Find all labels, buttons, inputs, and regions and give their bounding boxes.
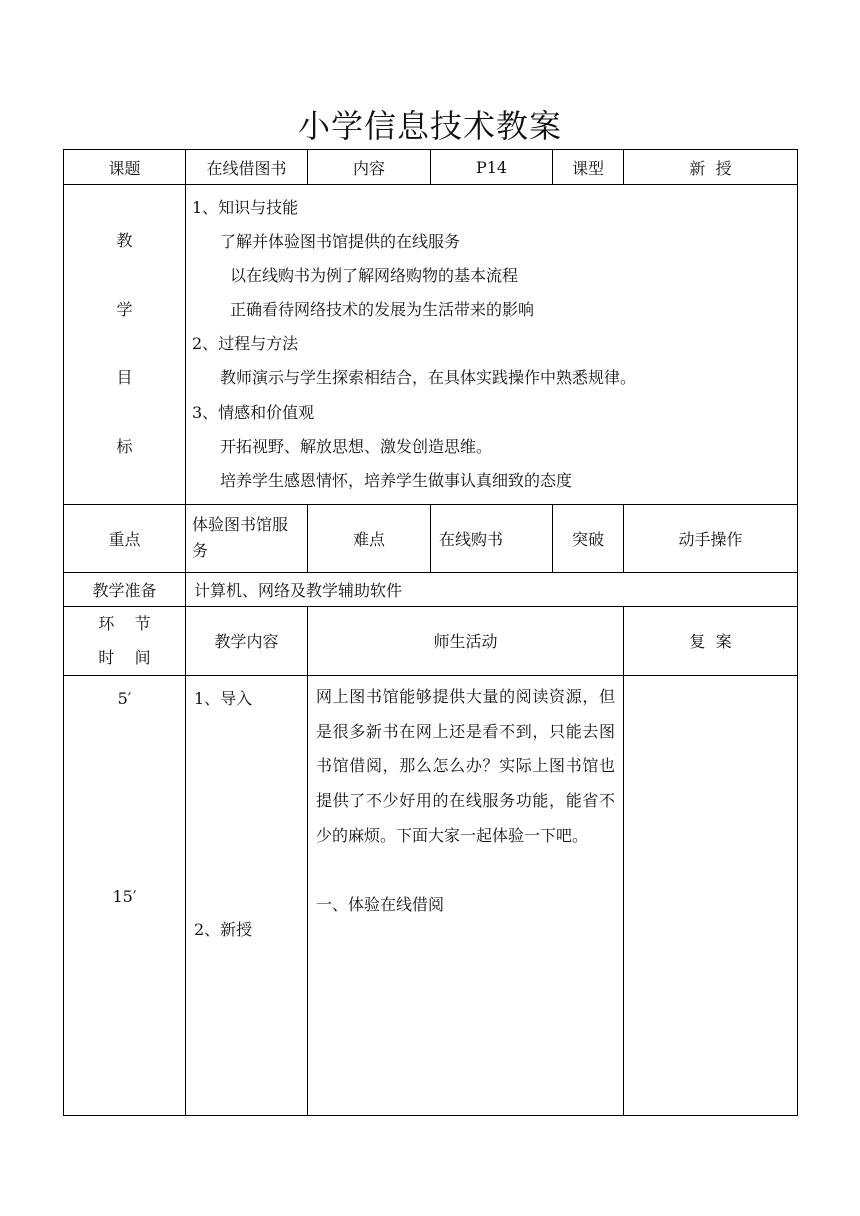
lesson-plan-table — [63, 149, 798, 1116]
breakthrough-value: 动手操作 — [624, 504, 798, 572]
prep-row — [64, 572, 798, 606]
prep-label: 教学准备 — [64, 572, 186, 606]
step-intro: 1、导入 — [194, 688, 253, 708]
topic-label: 课题 — [64, 150, 186, 185]
goals-label — [64, 185, 186, 505]
step-new-lesson: 2、新授 — [194, 919, 253, 939]
step-column — [186, 675, 308, 1115]
goals-label-char: 标 — [116, 436, 133, 456]
difficulty-label: 难点 — [308, 504, 431, 572]
goal-item: 培养学生感恩情怀，培养学生做事认真细致的态度 — [220, 470, 573, 490]
content-value: P14 — [431, 150, 553, 185]
goals-label-char: 教 — [116, 231, 133, 251]
goal-item: 教师演示与学生探索相结合，在具体实践操作中熟悉规律。 — [220, 368, 637, 388]
goals-content — [186, 185, 798, 505]
focus-row — [64, 504, 798, 572]
content-header: 教学内容 — [186, 606, 308, 675]
breakthrough-label: 突破 — [553, 504, 624, 572]
header-row — [64, 150, 798, 185]
goal-item: 正确看待网络技术的发展为生活带来的影响 — [230, 300, 535, 320]
review-header: 复 案 — [624, 606, 798, 675]
activity-header: 师生活动 — [308, 606, 624, 675]
key-value: 体验图书馆服务 — [186, 504, 308, 572]
key-label: 重点 — [64, 504, 186, 572]
topic-value: 在线借图书 — [186, 150, 308, 185]
time-header-line: 时 间 — [98, 647, 151, 667]
process-header-row — [64, 606, 798, 675]
time-new-lesson: 15′ — [112, 886, 137, 906]
goals-label-char: 学 — [116, 299, 133, 319]
goal-item: 开拓视野、解放思想、激发创造思维。 — [220, 436, 493, 456]
intro-text: 网上图书馆能够提供大量的阅读资源，但是很多新书在网上还是看不到，只能去图书馆借阅，那么怎么办？实际上图书馆也提供了不少好用的在线服务功能，能省不少的麻烦。下面大家一起体验一下吧。 — [316, 686, 615, 845]
goal-item: 以在线购书为例了解网络购物的基本流程 — [230, 266, 519, 286]
process-row — [64, 675, 798, 1115]
prep-value: 计算机、网络及教学辅助软件 — [186, 572, 798, 606]
content-label: 内容 — [308, 150, 431, 185]
review-column — [624, 675, 798, 1115]
section-heading: 一、体验在线借阅 — [316, 895, 445, 915]
goal-heading: 1、知识与技能 — [192, 198, 299, 217]
time-intro: 5′ — [117, 688, 132, 708]
goals-row — [64, 185, 798, 505]
difficulty-value: 在线购书 — [431, 504, 553, 572]
goal-item: 了解并体验图书馆提供的在线服务 — [220, 232, 461, 252]
goals-label-char: 目 — [116, 368, 133, 388]
time-column — [64, 675, 186, 1115]
goal-heading: 2、过程与方法 — [192, 334, 299, 354]
page-title: 小学信息技术教案 — [297, 107, 562, 145]
type-value: 新 授 — [624, 150, 798, 185]
stage-header-line: 环 节 — [98, 613, 151, 633]
activity-column — [308, 675, 624, 1115]
type-label: 课型 — [553, 150, 624, 185]
goal-heading: 3、情感和价值观 — [192, 402, 315, 422]
stage-time-header — [64, 606, 186, 675]
